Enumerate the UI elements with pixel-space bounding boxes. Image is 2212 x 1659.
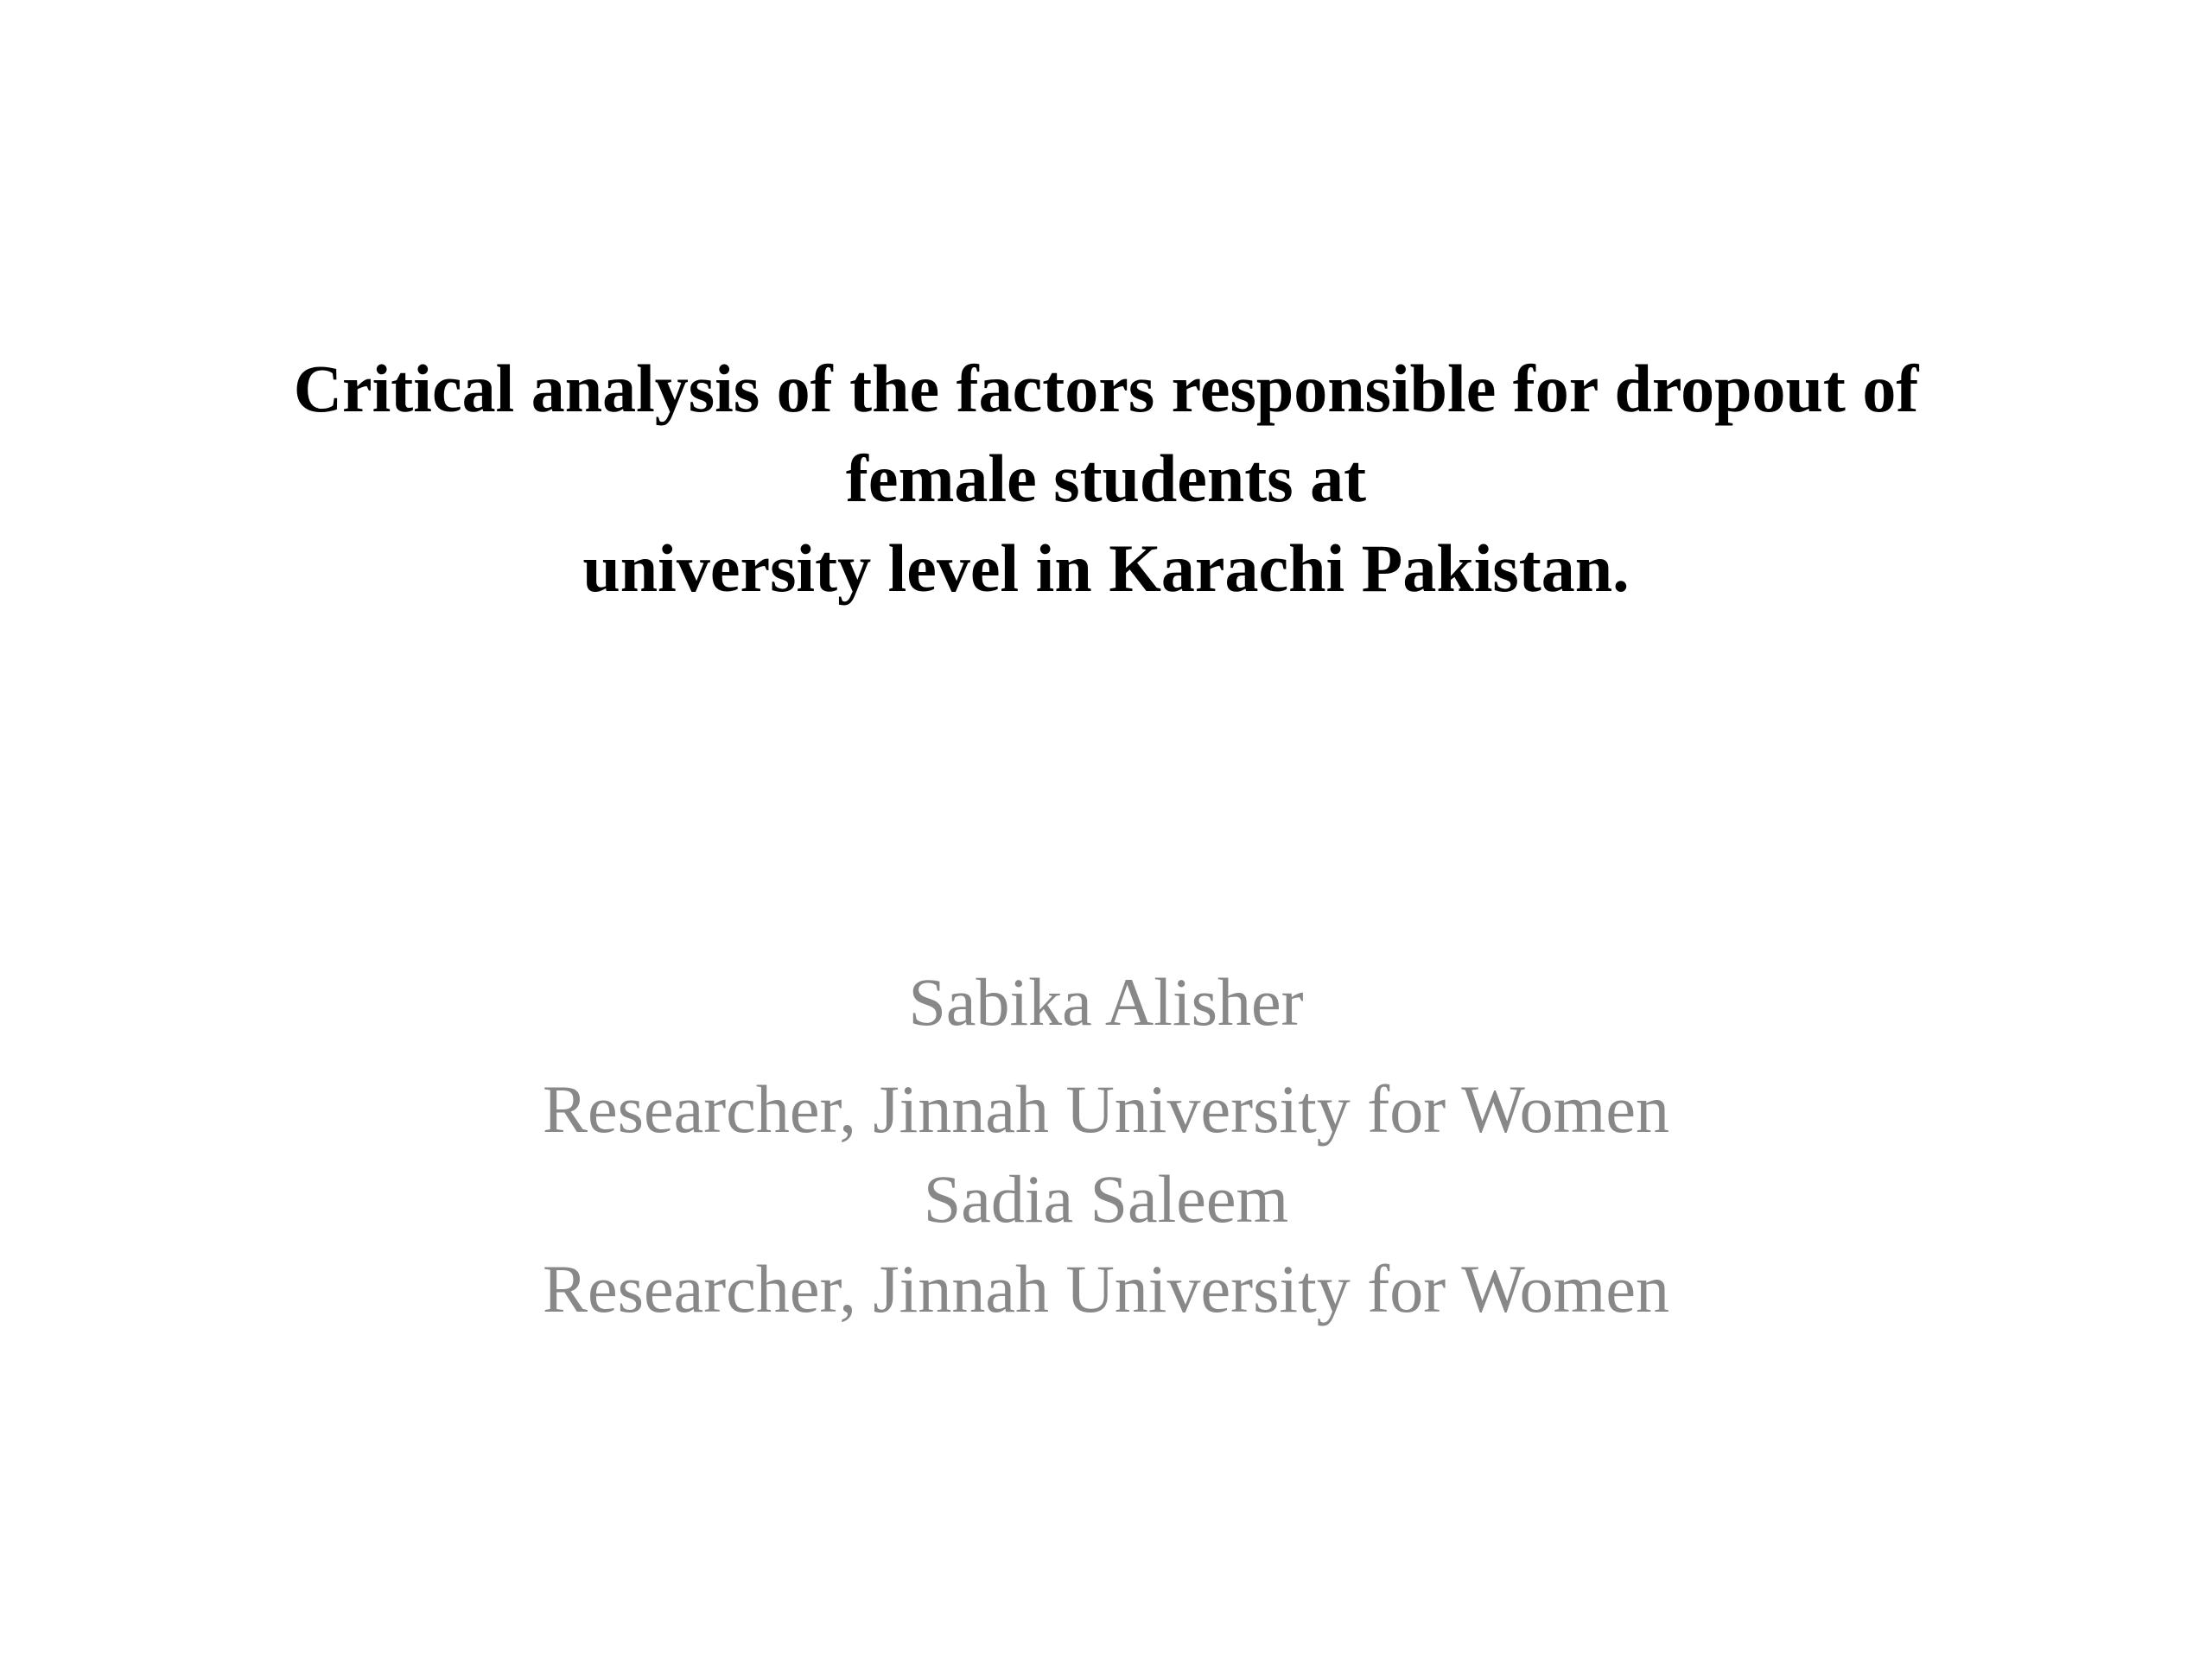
spacer [0, 1047, 2212, 1065]
title-line-2: female students at [845, 441, 1367, 516]
author-affiliation-1: Researcher, Jinnah University for Women [543, 1071, 1669, 1147]
title-line-3: university level in Karachi Pakistan. [582, 531, 1630, 606]
author-affiliation-2: Researcher, Jinnah University for Women [543, 1251, 1669, 1326]
slide-title [0, 344, 2212, 613]
slide-subtitle [0, 957, 2212, 1334]
title-line-1: Critical analysis of the factors responsible for dropout of [293, 351, 1919, 426]
author-name-2: Sadia Saleem [923, 1161, 1289, 1236]
author-name-1: Sabika Alisher [908, 964, 1304, 1039]
